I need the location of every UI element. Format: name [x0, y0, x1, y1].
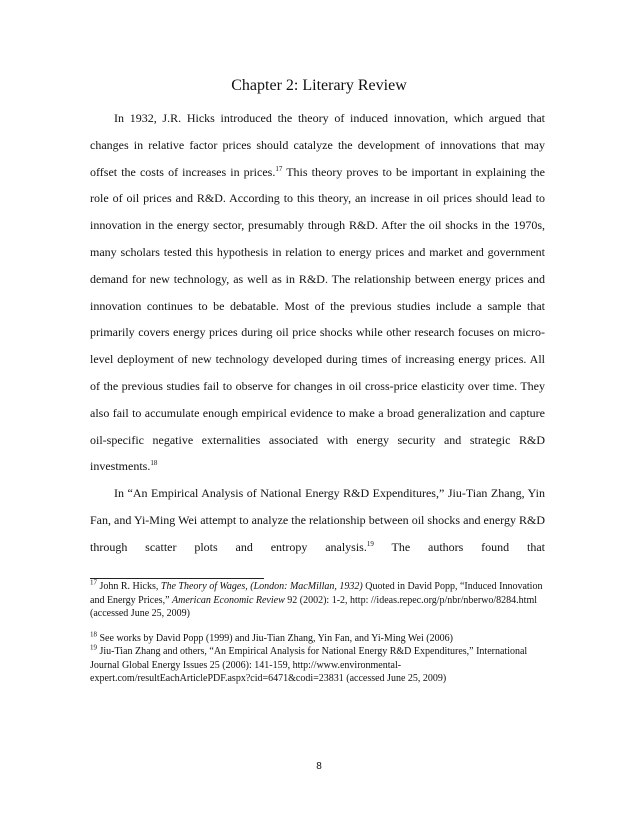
footnotes	[90, 580, 550, 686]
footnote-17-text-a: Quoted in David Popp, “Induced Innovation and Energy Prices,”	[90, 581, 543, 606]
paragraph-1-text-b: This theory proves to be important in explaining the role of oil prices and R&D. According to this theory, an increase in oil prices should lead to innovation in the energy sector, presumably through R&D. After the oil shocks in the 1970s, many scholars tested this hypothesis in relation to energy prices and market and government demand for new technology, as well as in R&D. The relationship between energy prices and innovation continues to be debatable. Most of the previous studies include a sample that primarily covers energy prices during oil price shocks while other research focuses on micro-level deployment of new technology developed during times of increasing energy prices. All of the previous studies fail to observe for changes in oil cross-price elasticity over time. They also fail to accumulate enough empirical evidence to make a broad generalization and capture oil-specific negative externalities associated with energy security and strategic R&D investments.	[90, 164, 545, 474]
footnote-ref-18: 18	[150, 459, 158, 468]
footnote-18	[90, 632, 550, 646]
footnote-18-number: 18	[90, 630, 97, 639]
chapter-title: Chapter 2: Literary Review	[231, 77, 407, 94]
footnote-ref-17: 17	[275, 164, 283, 173]
paragraph-2	[90, 480, 545, 560]
page-number: 8	[316, 761, 322, 772]
footnote-19-number: 19	[90, 643, 97, 652]
footnote-17-number: 17	[90, 578, 97, 587]
footnote-18-text: See works by David Popp (1999) and Jiu-Tian Zhang, Yin Fan, and Yi-Ming Wei (2006)	[97, 632, 453, 644]
footnote-19	[90, 645, 550, 686]
footnote-17-journal: American Economic Review	[172, 594, 285, 606]
paragraph-1	[90, 105, 545, 480]
body-text	[90, 105, 545, 561]
paragraph-1-text-a: In 1932, J.R. Hicks introduced the theory of induced innovation, which argued that changes in relative factor prices should catalyze the development of innovations that may offset the costs of increases in prices.	[90, 111, 545, 179]
footnote-17-author: John R. Hicks,	[97, 581, 161, 592]
footnote-19-text: Jiu-Tian Zhang and others, “An Empirical Analysis for National Energy R&D Expenditures,” International Journal Global Energy Issues 25 (2006): 141-159, http://www.environmental-expert.com/resultEachArticlePDF.aspx?cid=6471&codi=23831 (accessed June 25, 2009)	[90, 646, 528, 684]
footnote-ref-19: 19	[366, 539, 374, 548]
paragraph-2-text-b: The authors found that	[373, 539, 545, 554]
footnote-17	[90, 580, 550, 621]
footnote-17-text-b: 92 (2002): 1-2, http: //ideas.repec.org/p/nbr/nberwo/8284.html (accessed June 25, 2009)	[90, 594, 538, 619]
footnote-17-book-title: The Theory of Wages, (London: MacMillan, 1932)	[160, 581, 363, 592]
footnote-separator	[90, 578, 264, 579]
paragraph-2-text-a: In “An Empirical Analysis of National Energy R&D Expenditures,” Jiu-Tian Zhang, Yin Fan, and Yi-Ming Wei attempt to analyze the relationship between oil shocks and energy R&D through scatter plots and entropy analysis.	[90, 486, 545, 554]
